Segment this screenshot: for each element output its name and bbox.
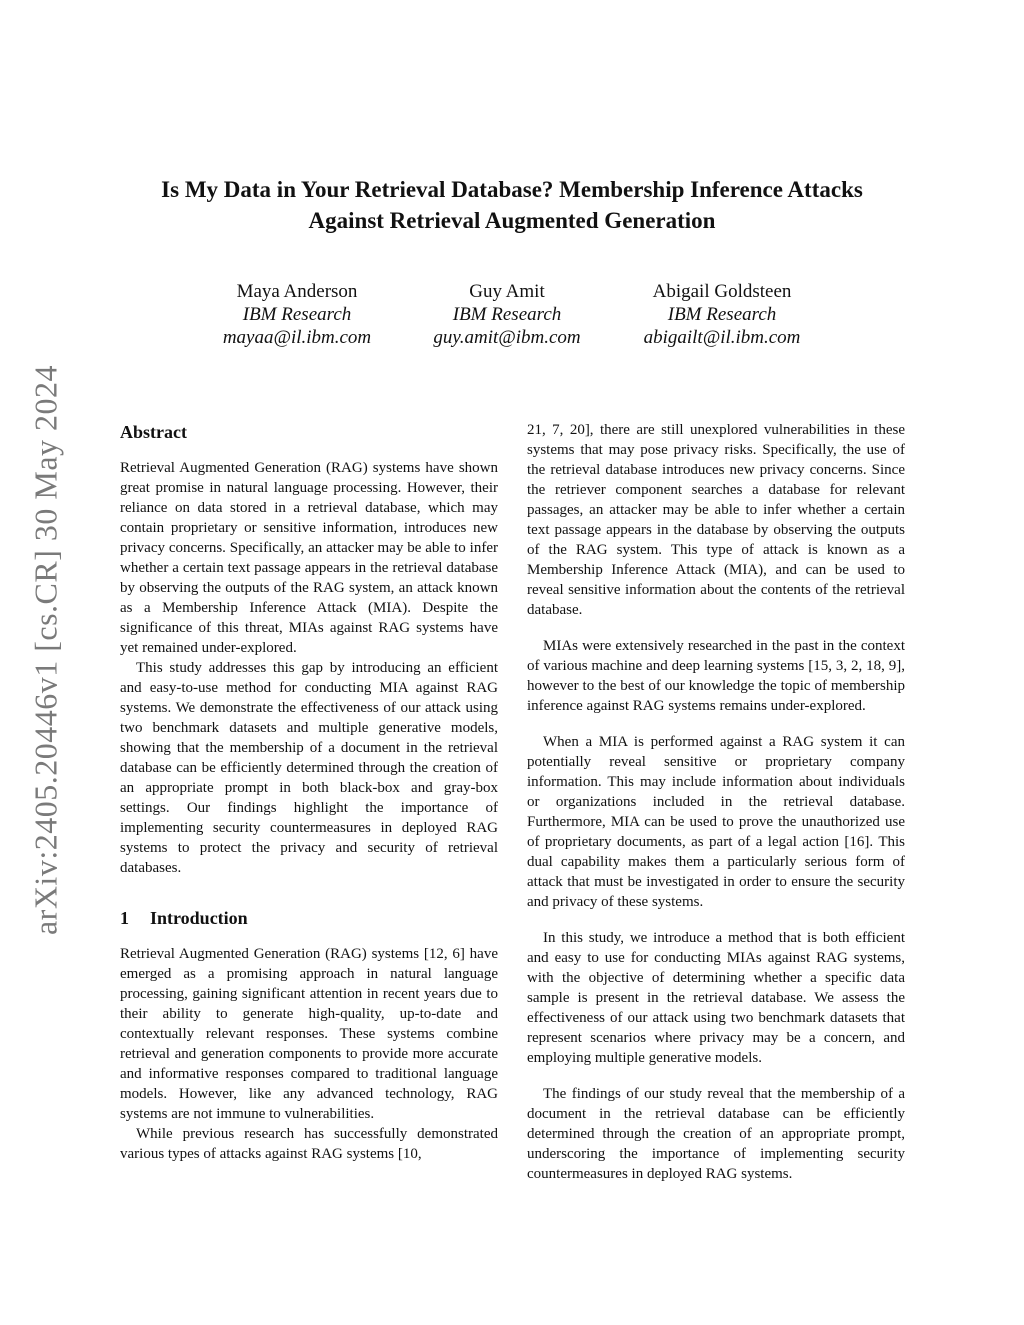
section-number: 1: [120, 908, 129, 928]
introduction-heading: [120, 906, 498, 930]
author-name: Maya Anderson: [236, 281, 358, 302]
author-block-2: [407, 280, 607, 349]
right-paragraph-1: 21, 7, 20], there are still unexplored vulnerabilities in these systems that may pose privacy risks. Specifically, the use of the retrieval database introduces new privacy concerns. Since the retriever component searches a database for relevant passages, an attacker may be able to infer whether a certain text passage appears in the database by observing the outputs of the RAG system. This type of attack is known as a Membership Inference Attack (MIA), and can be used to reveal sensitive information about the contents of the retrieval database.: [527, 422, 905, 618]
author-block-1: [197, 280, 397, 349]
author-name: Guy Amit: [469, 281, 545, 302]
section-title: Introduction: [150, 908, 248, 928]
paper-title-line-1: Is My Data in Your Retrieval Database? Membership Inference Attacks: [161, 177, 863, 202]
author-affiliation: IBM Research: [452, 304, 562, 325]
right-paragraph-2: MIAs were extensively researched in the past in the context of various machine and deep learning systems [15, 3, 2, 18, 9], however to the best of our knowledge the topic of membership inference against RAG systems remains under-explored.: [527, 638, 905, 714]
author-affiliation: IBM Research: [667, 304, 777, 325]
right-paragraph-5: The findings of our study reveal that the membership of a document in the retrieval database can be efficiently determined through the creation of an appropriate prompt, underscoring the importance of implementing security countermeasures in deployed RAG systems.: [527, 1086, 905, 1182]
author-email: mayaa@il.ibm.com: [222, 327, 372, 348]
author-name: Abigail Goldsteen: [652, 281, 792, 302]
abstract-paragraph-1: Retrieval Augmented Generation (RAG) systems have shown great promise in natural language processing. However, their reliance on data stored in a retrieval database, which may contain proprietary or sensitive information, introduces new privacy concerns. Specifically, an attacker may be able to infer whether a certain text passage appears in the retrieval database by observing the outputs of the RAG system, an attack known as a Membership Inference Attack (MIA). Despite the significance of this threat, MIAs against RAG systems have yet remained under-explored.: [120, 460, 498, 656]
abstract-paragraph-2: This study addresses this gap by introducing an efficient and easy-to-use method for conducting MIA against RAG systems. We demonstrate the effectiveness of our attack using two benchmark datasets and multiple generative models, showing that the membership of a document in the retrieval database can be efficiently determined through the creation of an appropriate prompt in both black-box and gray-box settings. Our findings highlight the importance of implementing security countermeasures in deployed RAG systems to protect the privacy and security of retrieval databases.: [120, 660, 498, 876]
intro-paragraph-2: While previous research has successfully demonstrated various types of attacks against RAG systems [10,: [120, 1126, 498, 1162]
right-paragraph-3: When a MIA is performed against a RAG system it can potentially reveal sensitive or proprietary company information. This may include information about individuals or organizations included in the retrieval database. Furthermore, MIA can be used to prove the unauthorized use of proprietary documents, as part of a legal action [16]. This dual capability makes them a particularly serious form of attack that must be investigated in order to ensure the security and privacy of these systems.: [527, 734, 905, 910]
author-email: abigailt@il.ibm.com: [643, 327, 801, 348]
left-column: [120, 420, 498, 1164]
author-affiliation: IBM Research: [242, 304, 352, 325]
intro-paragraph-1: Retrieval Augmented Generation (RAG) systems [12, 6] have emerged as a promising approach in natural language processing, gaining significant attention in recent years due to their ability to generate high-quality, up-to-date and contextually relevant responses. These systems combine retrieval and generation components to provide more accurate and informative responses compared to traditional language models. However, like any advanced technology, RAG systems are not immune to vulnerabilities.: [120, 946, 498, 1122]
paper-title-line-2: Against Retrieval Augmented Generation: [308, 208, 716, 233]
right-paragraph-4: In this study, we introduce a method that is both efficient and easy to use for conducting MIAs against RAG systems, with the objective of determining whether a specific data sample is present in the retrieval database. We assess the effectiveness of our attack using two benchmark datasets that represent scenarios where privacy may be a concern, and employing multiple generative models.: [527, 930, 905, 1066]
arxiv-identifier: arXiv:2405.20446v1 [cs.CR] 30 May 2024: [27, 364, 64, 936]
paper-title: [120, 174, 904, 236]
abstract-heading: Abstract: [120, 422, 187, 442]
author-block-3: [622, 280, 822, 349]
right-column: [527, 420, 905, 1184]
author-email: guy.amit@ibm.com: [433, 327, 581, 348]
